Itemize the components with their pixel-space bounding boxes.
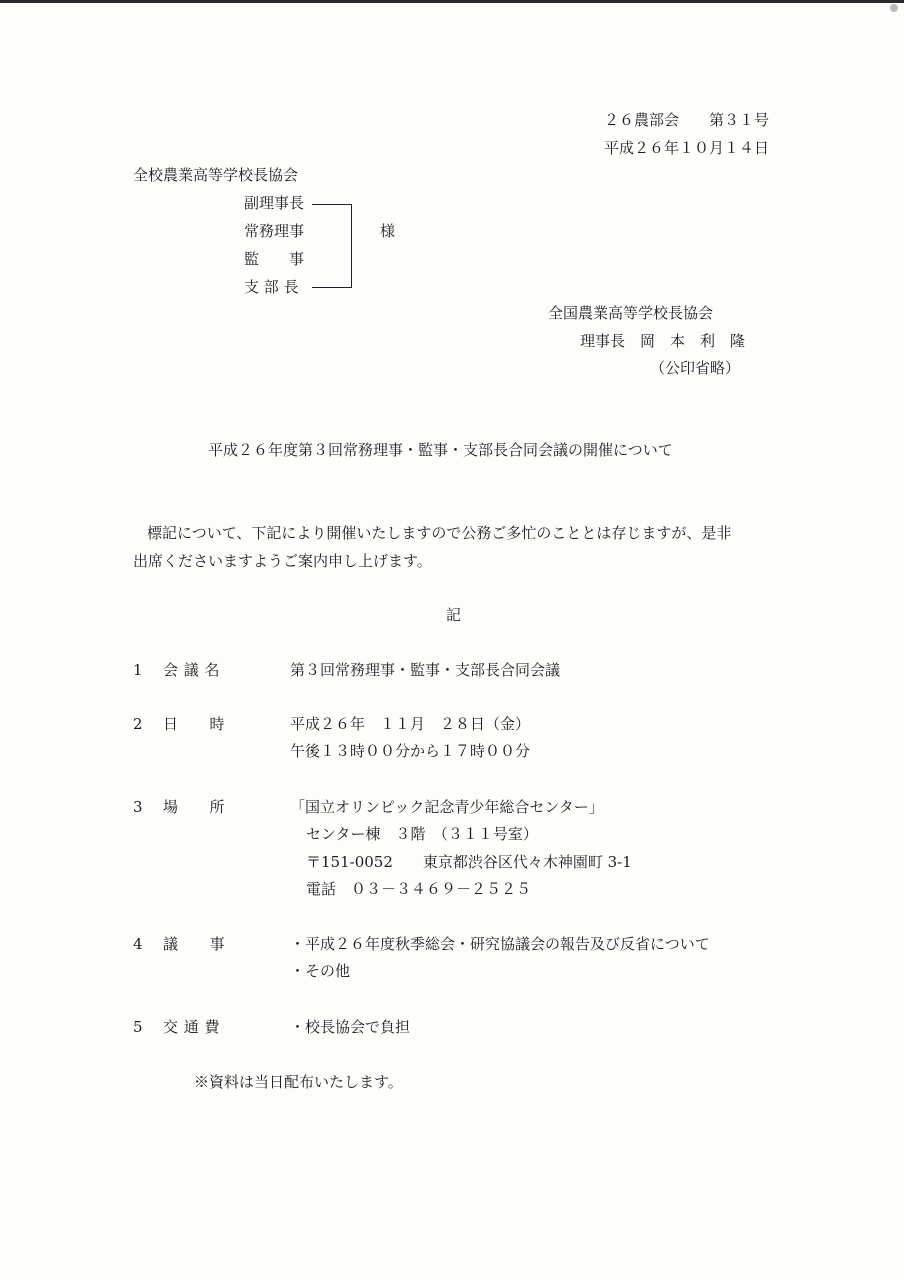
item-text: ・その他 — [290, 962, 351, 980]
item-text: ・校長協会で負担 — [290, 1018, 411, 1036]
item-number: 4 — [133, 935, 143, 953]
item-text: 〒151-0052 東京都渋谷区代々木神園町 3-1 — [306, 853, 632, 871]
item-text: 平成２６年 １１月 ２８日（金） — [290, 715, 531, 733]
body-line: 出席くださいますようご案内申し上げます。 — [133, 552, 432, 570]
bracket-line — [312, 204, 352, 205]
item-label: 会 議 名 — [163, 661, 221, 679]
addressee-org: 全校農業高等学校長協会 — [133, 166, 299, 184]
body-line: 標記について、下記により開催いたしますので公務ご多忙のこととは存じますが、是非 — [147, 524, 732, 542]
addressee-role: 支 部 長 — [244, 278, 299, 296]
item-text: 「国立オリンピック記念青少年総合センター」 — [290, 798, 604, 816]
item-number: 3 — [133, 798, 143, 816]
item-label: 日 時 — [163, 715, 226, 733]
document-title: 平成２６年度第３回常務理事・監事・支部長合同会議の開催について — [208, 441, 673, 459]
item-text: ・平成２６年度秋季総会・研究協議会の報告及び反省について — [290, 935, 710, 953]
sender-name: 理事長 岡 本 利 隆 — [580, 332, 746, 350]
doc-number: ２６農部会 第３１号 — [604, 111, 770, 129]
honorific: 様 — [380, 222, 396, 240]
item-number: 5 — [133, 1018, 143, 1036]
item-text: 電話 ０３－３４６９－２５２５ — [306, 880, 532, 898]
scan-punch-mark — [890, 4, 898, 12]
addressee-role: 常務理事 — [244, 222, 305, 240]
item-label: 交 通 費 — [163, 1018, 221, 1036]
item-text: 午後１３時００分から１７時００分 — [290, 742, 531, 760]
addressee-role: 監 事 — [244, 250, 305, 268]
bracket-line — [351, 204, 352, 288]
ki-heading: 記 — [446, 606, 462, 624]
doc-date: 平成２６年１０月１４日 — [604, 139, 770, 157]
item-label: 場 所 — [163, 798, 226, 816]
seal-note: （公印省略） — [650, 359, 741, 377]
item-number: 1 — [133, 661, 143, 679]
footnote: ※資料は当日配布いたします。 — [194, 1073, 403, 1091]
item-text: 第３回常務理事・監事・支部長合同会議 — [290, 661, 561, 679]
item-number: 2 — [133, 715, 143, 733]
sender-org: 全国農業高等学校長協会 — [548, 304, 714, 322]
item-text: センター棟 ３階 （３１１号室） — [306, 825, 538, 843]
bracket-line — [312, 287, 352, 288]
addressee-role: 副理事長 — [244, 194, 305, 212]
item-label: 議 事 — [163, 935, 226, 953]
scan-top-edge — [0, 0, 904, 3]
